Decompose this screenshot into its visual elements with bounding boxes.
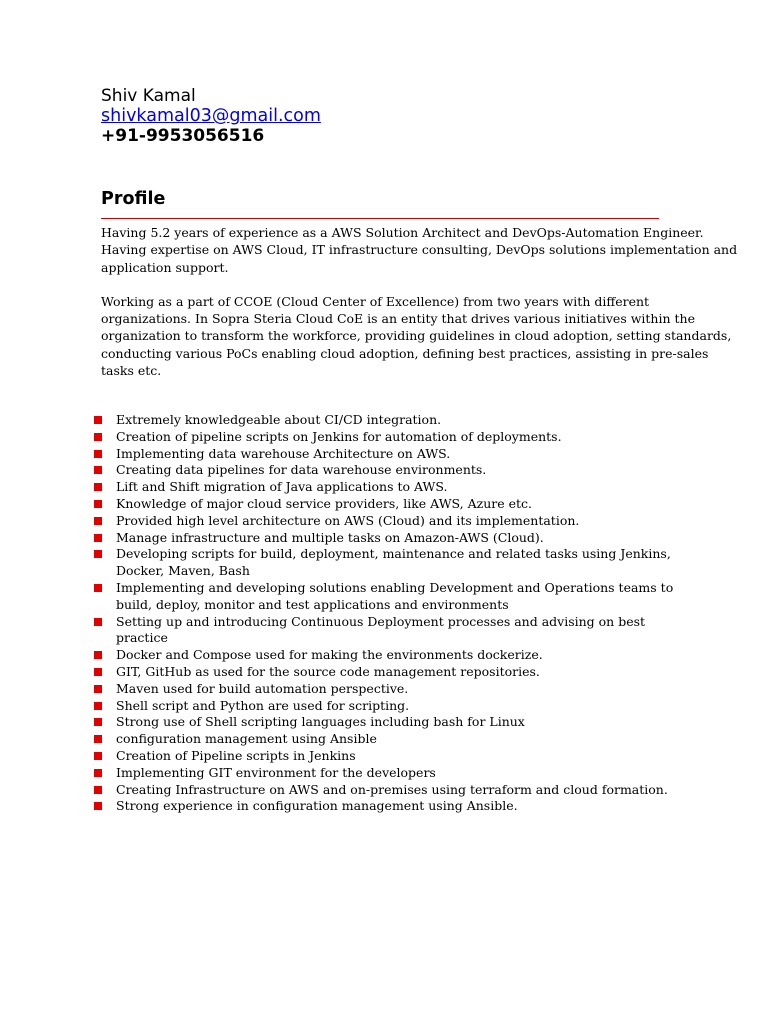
list-item-text: Manage infrastructure and multiple tasks on Amazon-AWS (Cloud). <box>116 529 544 545</box>
profile-summary <box>101 224 741 379</box>
bullet-square-icon <box>94 802 102 810</box>
bullet-square-icon <box>94 752 102 760</box>
bullet-square-icon <box>94 500 102 508</box>
list-item <box>94 748 694 765</box>
bullet-square-icon <box>94 651 102 659</box>
list-item <box>94 614 694 648</box>
profile-divider <box>101 218 659 219</box>
list-item <box>94 698 694 715</box>
list-item-text: Creation of pipeline scripts on Jenkins for automation of deployments. <box>116 428 562 444</box>
list-item-text: Docker and Compose used for making the environments dockerize. <box>116 647 543 663</box>
list-item <box>94 714 694 731</box>
list-item-text: Strong use of Shell scripting languages including bash for Linux <box>116 714 525 730</box>
bullet-square-icon <box>94 584 102 592</box>
list-item-text: Creation of Pipeline scripts in Jenkins <box>116 747 356 763</box>
list-item-text: Shell script and Python are used for scripting. <box>116 697 410 713</box>
list-item <box>94 580 694 614</box>
list-item-text: Provided high level architecture on AWS (Cloud) and its implementation. <box>116 512 580 528</box>
list-item <box>94 765 694 782</box>
bullet-square-icon <box>94 550 102 558</box>
bullet-square-icon <box>94 450 102 458</box>
bullet-square-icon <box>94 735 102 743</box>
list-item-text: Implementing GIT environment for the developers <box>116 764 436 780</box>
list-item <box>94 546 694 580</box>
list-item <box>94 664 694 681</box>
bullet-square-icon <box>94 702 102 710</box>
list-item-text: Lift and Shift migration of Java applications to AWS. <box>116 479 448 495</box>
list-item-text: Extremely knowledgeable about CI/CD integration. <box>116 412 442 427</box>
bullet-square-icon <box>94 483 102 491</box>
profile-paragraph-2: Working as a part of CCOE (Cloud Center of Excellence) from two years with different organizations. In Sopra Steria Cloud CoE is an entity that drives various initiatives within the organization to transform the workforce, providing guidelines in cloud adoption, setting standards, conducting various PoCs enabling cloud adoption, defining best practices, assisting in pre-sales tasks etc. <box>101 293 732 379</box>
bullet-square-icon <box>94 433 102 441</box>
list-item <box>94 681 694 698</box>
bullet-square-icon <box>94 668 102 676</box>
bullet-square-icon <box>94 786 102 794</box>
list-item-text: Creating data pipelines for data warehouse environments. <box>116 462 487 478</box>
bullet-square-icon <box>94 416 102 424</box>
profile-paragraph-1: Having 5.2 years of experience as a AWS Solution Architect and DevOps-Automation Engineer. Having expertise on AWS Cloud, IT infrastructure consulting, DevOps solutions implementation and application support. <box>101 225 738 275</box>
list-item <box>94 412 694 429</box>
list-item-text: Creating Infrastructure on AWS and on-premises using terraform and cloud formation. <box>116 781 668 797</box>
bullet-square-icon <box>94 618 102 626</box>
list-item-text: Implementing data warehouse Architecture on AWS. <box>116 445 451 461</box>
list-item <box>94 446 694 463</box>
list-item-text: Knowledge of major cloud service providers, like AWS, Azure etc. <box>116 495 533 511</box>
list-item <box>94 530 694 547</box>
list-item-text: Strong experience in configuration management using Ansible. <box>116 798 518 814</box>
list-item-text: Developing scripts for build, deployment, maintenance and related tasks using Jenkins, Docker, Maven, Bash <box>116 546 671 579</box>
list-item <box>94 479 694 496</box>
bullet-square-icon <box>94 534 102 542</box>
bullet-square-icon <box>94 685 102 693</box>
bullet-square-icon <box>94 517 102 525</box>
candidate-name: Shiv Kamal <box>101 86 196 106</box>
contact-header <box>101 86 321 146</box>
list-item-text: Maven used for build automation perspective. <box>116 680 409 696</box>
profile-heading: Profile <box>101 189 166 209</box>
list-item <box>94 513 694 530</box>
list-item-text: configuration management using Ansible <box>116 731 377 747</box>
list-item <box>94 798 694 815</box>
list-item-text: Implementing and developing solutions enabling Development and Operations teams to build, deploy, monitor and test applications and environments <box>116 579 674 612</box>
bullet-square-icon <box>94 466 102 474</box>
phone-number: +91-9953056516 <box>101 126 265 146</box>
list-item <box>94 731 694 748</box>
list-item <box>94 462 694 479</box>
skills-list <box>94 412 694 815</box>
list-item-text: GIT, GitHub as used for the source code management repositories. <box>116 663 540 679</box>
bullet-square-icon <box>94 718 102 726</box>
bullet-square-icon <box>94 769 102 777</box>
list-item <box>94 496 694 513</box>
list-item <box>94 782 694 799</box>
list-item-text: Setting up and introducing Continuous Deployment processes and advising on best practice <box>116 613 646 646</box>
list-item <box>94 429 694 446</box>
list-item <box>94 647 694 664</box>
email-link[interactable]: shivkamal03@gmail.com <box>101 106 321 126</box>
